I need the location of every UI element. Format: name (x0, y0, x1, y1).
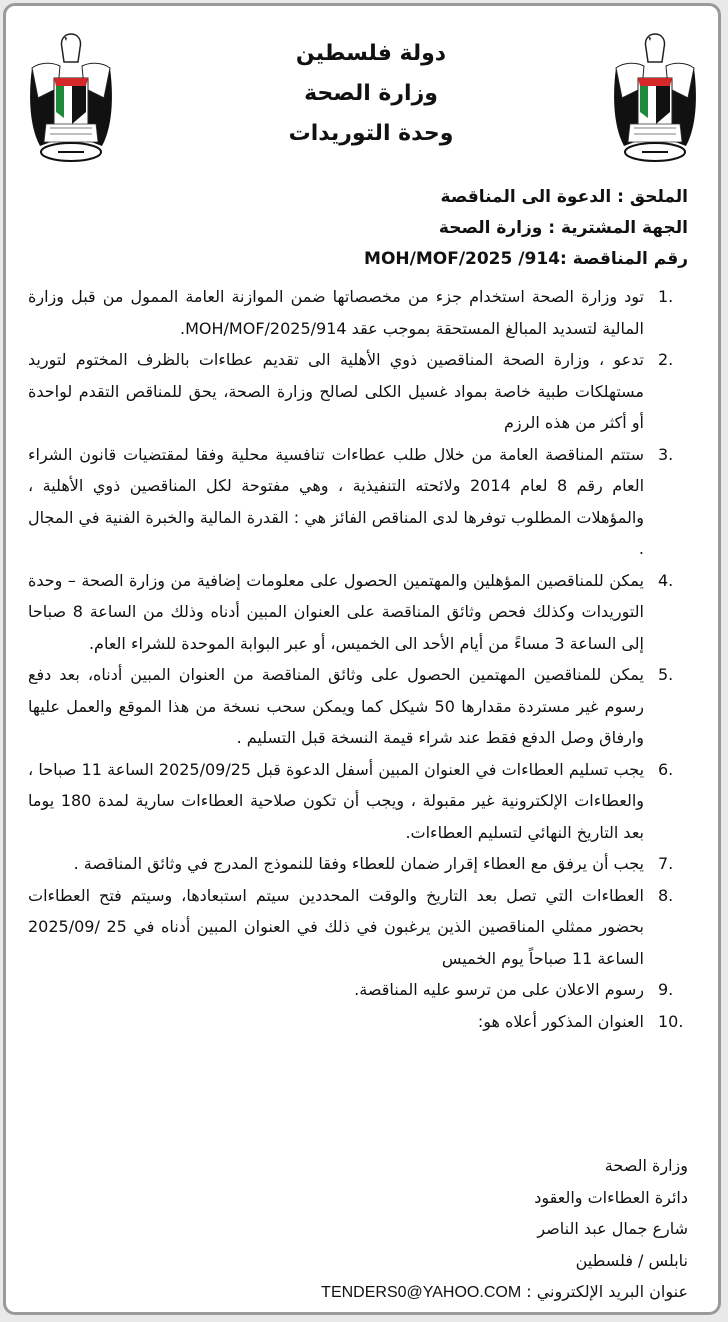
clause-text: العطاءات التي تصل بعد التاريخ والوقت المحددين سيتم استبعادها، وسيتم فتح العطاءات بحضور ممثلي المناقصين الذين يرغبون في ذلك في العنوان المبين أدناه في 25 /2025/09 الساعة 11 صباحاً يوم الخميس (28, 885, 645, 968)
email-line (321, 1276, 688, 1309)
email-link[interactable]: TENDERS0@YAHOO.COM (321, 1284, 522, 1301)
clause-text: يجب أن يرفق مع العطاء إقرار ضمان للعطاء وفقا للنموذج المدرج في وثائق المناقصة . (73, 854, 644, 873)
unit-name: وحدة التوريدات (288, 121, 454, 146)
clause-text: تود وزارة الصحة استخدام جزء من مخصصاتها ضمن الموازنة العامة الممول من قبل وزارة المالية لتسديد المبالغ المستحقة بموجب عقد MOH/MOF/2025/914. (28, 287, 644, 338)
clause-item (28, 281, 688, 344)
clause-item (28, 754, 688, 849)
clause-number: 5. (658, 665, 674, 684)
clause-item (28, 848, 688, 880)
palestine-emblem-icon (610, 28, 700, 168)
clause-number: 9. (658, 980, 674, 999)
clause-text: يمكن للمناقصين المهتمين الحصول على وثائق المناقصة من العنوان المبين أدناه، بعد دفع رسوم غير مستردة مقدارها 50 شيكل كما ويمكن سحب نسخة من هذا الموقع والعمل عليها وارفاق وصل الدفع فقط عند شراء قيمة النسخة قبل التسليم . (28, 665, 644, 747)
document-frame (3, 3, 721, 1315)
tender-meta (364, 182, 688, 275)
clause-item (28, 1006, 688, 1038)
palestine-emblem-icon (26, 28, 116, 168)
address-street: شارع جمال عبد الناصر (537, 1219, 688, 1238)
clause-text: العنوان المذكور أعلاه هو: (477, 1011, 644, 1031)
clause-item (28, 880, 688, 975)
clause-item (28, 974, 688, 1006)
clause-number: 10. (658, 1011, 684, 1031)
tender-clauses (28, 281, 688, 1037)
clause-text: ستتم المناقصة العامة من خلال طلب عطاءات تنافسية محلية وفقا لمقتضيات قانون الشراء العام رقم 8 لعام 2014 ولائحته التنفيذية ، وهي مفتوحة لكل المناقصين ذوي الأهلية ، والمؤهلات المطلوب توفرها لدى المناقص الفائز هي : القدرة المالية والخبرة الفنية في المجال . (28, 444, 645, 558)
clause-item (28, 659, 688, 754)
clause-text: تدعو ، وزارة الصحة المناقصين ذوي الأهلية الى تقديم عطاءات بالظرف المختوم لتوريد مستهلكات طبية خاصة بمواد غسيل الكلى لصالح وزارة الصحة، يحق للمناقص التقدم لواحدة أو أكثر من هذه الرزم (28, 350, 644, 432)
address-ministry: وزارة الصحة (604, 1156, 688, 1175)
purchaser-line: الجهة المشترية : وزارة الصحة (438, 218, 688, 238)
clause-text: يمكن للمناقصين المؤهلين والمهتمين الحصول على معلومات إضافية من وزارة الصحة – وحدة التوريدات وكذلك فحص وثائق المناقصة على العنوان المبين أدناه وذلك من الساعة 8 صباحا إلى الساعة 3 مساءً من أيام الأحد الى الخميس، أو عبر البوابة الموحدة للشراء العام. (28, 570, 645, 653)
address-department: دائرة العطاءات والعقود (534, 1187, 688, 1207)
clause-item (28, 565, 688, 660)
clause-number: 2. (658, 350, 674, 369)
clause-text: يجب تسليم العطاءات في العنوان المبين أسفل الدعوة قبل 2025/09/25 الساعة 11 صباحا ، والعطاءات الإلكترونية غير مقبولة ، ويجب أن تكون صلاحية العطاءات سارية لمدة 180 يوما بعد التاريخ النهائي لتسليم العطاءات. (28, 759, 645, 842)
clause-text: رسوم الاعلان على من ترسو عليه المناقصة. (354, 980, 644, 999)
clause-number: 3. (658, 444, 674, 464)
clause-item (28, 344, 688, 439)
letterhead (206, 34, 536, 154)
email-label: عنوان البريد الإلكتروني : (526, 1282, 688, 1301)
clause-number: 7. (658, 854, 674, 873)
tender-number-line: رقم المناقصة :914/ MOH/MOF/2025 (364, 249, 688, 269)
clause-number: 4. (658, 570, 674, 590)
clause-number: 1. (658, 287, 674, 306)
state-name: دولة فلسطين (295, 41, 447, 66)
address-city: نابلس / فلسطين (575, 1250, 688, 1270)
clause-number: 6. (658, 759, 674, 779)
contact-address (321, 1150, 688, 1309)
clause-item (28, 439, 688, 565)
clause-number: 8. (658, 885, 674, 905)
subject-line: الملحق : الدعوة الى المناقصة (440, 187, 688, 207)
ministry-name: وزارة الصحة (304, 81, 438, 106)
